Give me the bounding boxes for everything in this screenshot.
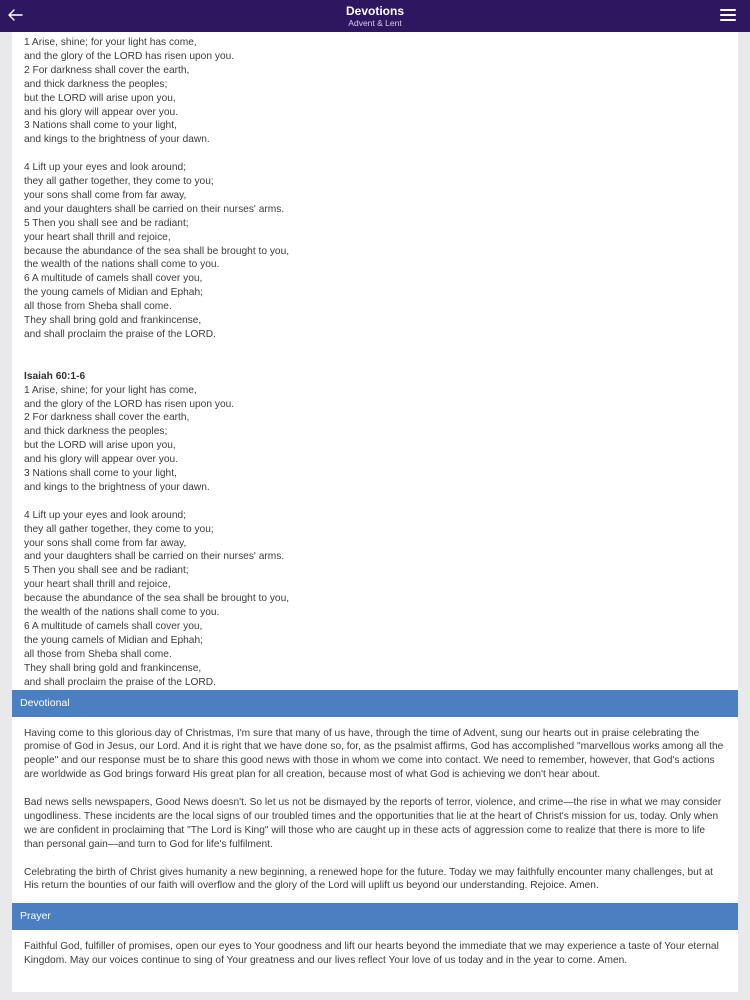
verse-line: they all gather together, they come to you; [24,176,214,188]
scripture-readings [12,32,738,690]
verse-line: and shall proclaim the praise of the LORD. [24,676,216,688]
verse-line: and thick darkness the peoples; [24,78,168,90]
verse-line: but the LORD will arise upon you, [24,440,176,452]
verse-stanza [24,36,738,147]
verse-line: and his glory will appear over you. [24,454,179,466]
verse-line: and his glory will appear over you. [24,106,179,118]
prayer-body [12,930,738,978]
verse-line: all those from Sheba shall come. [24,301,172,313]
verse-line: and shall proclaim the praise of the LORD. [24,329,216,341]
verse-line: and your daughters shall be carried on their nurses' arms. [24,551,285,563]
header-titles [0,4,750,29]
verse-line: and kings to the brightness of your dawn. [24,481,210,493]
devotional-paragraph: Bad news sells newspapers, Good News doesn't. So let us not be dismayed by the reports of terror, violence, and crime—the rise in what we may consider ungodliness. These incidents are the local signs of our troubled times and the opportunities that lie at the heart of Christ's mission for us, today. Only when we are confident in proclaiming that "The Lord is King" will those who are caught up in these acts of aggression come to realize that there is more to life than personal gain—and turn to God for life's fulfilment. [24,797,722,850]
verse-line: the wealth of the nations shall come to you. [24,259,220,271]
verse-line: all those from Sheba shall come. [24,648,172,660]
verse-line: 2 For darkness shall cover the earth, [24,412,190,424]
verse-line: and thick darkness the peoples; [24,426,168,438]
devotional-paragraph: Having come to this glorious day of Christmas, I'm sure that many of us have, through the time of Advent, sung our hearts out in praise celebrating the promise of God in Jesus, our Lord. And it is right that we have done so, for, as the psalmist affirms, God has accomplished "marvellous works among all the people" and our response must be to share this good news with those in whom we come into contact. We need to remember, however, that God's actions are worldwide as God brings forward His great plan for all creation, because most of what God is achieving we don't hear about. [24,727,724,781]
verse-line: but the LORD will arise upon you, [24,92,176,104]
page-title: Devotions [345,4,404,18]
reading-title: Isaiah 60:1-6 [24,370,86,382]
verse-line: They shall bring gold and frankincense, [24,662,202,674]
prayer-paragraph: Faithful God, fulfiller of promises, open our eyes to Your goodness and lift our hearts beyond the immediate that we may experience a taste of Your eternal Kingdom. May our voices continue to sing of Your greatness and our lives reflect Your love of us today and in the year to come. Amen. [24,941,719,967]
verse-line: and your daughters shall be carried on their nurses' arms. [24,203,285,215]
verse-line: because the abundance of the sea shall be brought to you, [24,245,290,257]
verse-line: 4 Lift up your eyes and look around; [24,509,186,521]
verse-line: your heart shall thrill and rejoice, [24,231,171,243]
hamburger-menu-icon [720,9,736,21]
verse-line: the young camels of Midian and Ephah; [24,634,203,646]
verse-stanza [24,509,738,690]
top-bar [0,0,750,32]
verse-line: 2 For darkness shall cover the earth, [24,64,190,76]
verse-line: They shall bring gold and frankincense, [24,315,202,327]
verse-line: the wealth of the nations shall come to you. [24,607,220,619]
verse-line: and the glory of the LORD has risen upon you. [24,398,235,410]
verse-line: 1 Arise, shine; for your light has come, [24,384,197,396]
verse-line: 6 A multitude of camels shall cover you, [24,273,203,285]
devotional-header: Devotional [12,690,738,717]
verse-line: they all gather together, they come to you; [24,523,214,535]
menu-button[interactable] [720,9,736,23]
verse-stanza [24,384,738,495]
devotion-content [12,32,738,992]
verse-line: 1 Arise, shine; for your light has come, [24,37,197,48]
verse-line: 5 Then you shall see and be radiant; [24,217,189,229]
verse-line: your sons shall come from far away, [24,189,187,201]
verse-line: your sons shall come from far away, [24,537,187,549]
verse-line: and kings to the brightness of your dawn. [24,134,210,146]
devotional-paragraph: Celebrating the birth of Christ gives humanity a new beginning, a renewed hope for the future. Today we may faithfully encounter many challenges, but at His return the bounties of our faith will overflow and the glory of the Lord will uplift us beyond our understanding. Rejoice. Amen. [24,866,714,892]
verse-stanza [24,161,738,342]
verse-line: 5 Then you shall see and be radiant; [24,565,189,577]
verse-line: 3 Nations shall come to your light, [24,468,177,480]
devotional-body [12,717,738,904]
verse-line: your heart shall thrill and rejoice, [24,579,171,591]
page-subtitle: Advent & Lent [348,18,402,28]
verse-line: 6 A multitude of camels shall cover you, [24,621,203,633]
verse-line: 3 Nations shall come to your light, [24,120,177,132]
verse-line: the young camels of Midian and Ephah; [24,287,203,299]
verse-line: because the abundance of the sea shall be brought to you, [24,593,290,605]
prayer-header: Prayer [12,903,738,930]
verse-line: and the glory of the LORD has risen upon you. [24,50,235,62]
verse-line: 4 Lift up your eyes and look around; [24,162,186,174]
